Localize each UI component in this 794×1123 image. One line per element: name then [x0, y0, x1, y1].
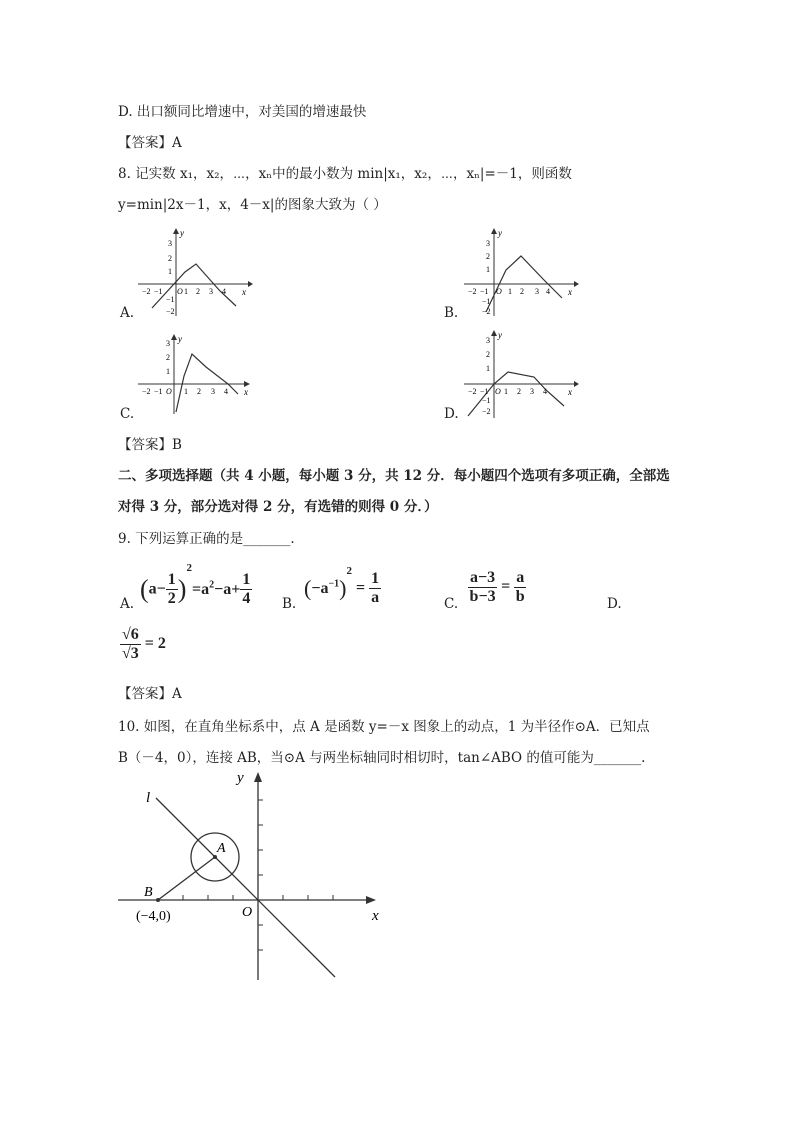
svg-text:y: y	[498, 330, 502, 340]
svg-text:l: l	[146, 790, 151, 806]
svg-text:2: 2	[196, 287, 200, 296]
svg-text:1: 1	[486, 364, 490, 373]
svg-text:O: O	[177, 287, 183, 296]
section-heading-line1: 二、多项选择题（共 4 小题，每小题 3 分，共 12 分．每小题四个选项有多项正确，全部选	[118, 468, 670, 484]
svg-text:4: 4	[222, 287, 226, 296]
svg-text:1: 1	[486, 265, 490, 274]
svg-text:3: 3	[211, 387, 215, 396]
svg-text:−2: −2	[166, 307, 175, 316]
q10-stem-line2: B（－4，0），连接 AB，当⊙A 与两坐标轴同时相切时，tan∠ABO 的值可能为_______.	[118, 750, 646, 766]
svg-text:x: x	[568, 387, 572, 397]
q9-option-c-label: C.	[444, 596, 459, 612]
coordinate-figure	[118, 770, 398, 985]
svg-text:A: A	[217, 841, 226, 856]
q8-answer: 【答案】B	[118, 437, 182, 453]
svg-text:2: 2	[486, 252, 490, 261]
svg-text:3: 3	[486, 336, 490, 345]
svg-text:−2: −2	[482, 307, 491, 316]
svg-text:O: O	[242, 905, 253, 920]
svg-text:3: 3	[166, 339, 170, 348]
svg-text:−1: −1	[482, 396, 491, 405]
svg-text:4: 4	[543, 387, 547, 396]
svg-text:1: 1	[504, 387, 508, 396]
q9-option-a-label: A.	[120, 596, 135, 612]
graph-a	[138, 228, 253, 318]
svg-text:y: y	[180, 228, 184, 238]
q7-answer: 【答案】A	[118, 135, 182, 151]
q8-option-c-label: C.	[120, 406, 135, 422]
svg-text:4: 4	[546, 287, 550, 296]
svg-text:1: 1	[166, 367, 170, 376]
svg-text:−2: −2	[142, 287, 151, 296]
svg-text:2: 2	[197, 387, 201, 396]
svg-text:1: 1	[184, 287, 188, 296]
svg-text:x: x	[568, 287, 572, 297]
q9-option-b-label: B.	[282, 596, 297, 612]
q9-option-a-formula: (a− $\frac{1}{2}$ )$^2=a^2-a+$ $\frac{1}{4}$	[140, 562, 251, 607]
svg-text:−1: −1	[480, 287, 489, 296]
svg-text:1: 1	[184, 387, 188, 396]
svg-text:−1: −1	[154, 287, 163, 296]
graph-d	[464, 330, 579, 422]
svg-text:2: 2	[166, 353, 170, 362]
q8-stem-line1: 8. 记实数 x₁，x₂，⋯，xₙ中的最小数为 min|x₁，x₂，⋯，xₙ|=－1，则函数	[118, 166, 572, 182]
q9-answer: 【答案】A	[118, 686, 182, 702]
q7-option-d: D. 出口额同比增速中，对美国的增速最快	[118, 104, 367, 120]
svg-text:y: y	[498, 228, 502, 238]
q9-option-b-formula: $(-a^{-1})^2$ = $\frac{1}{a}$	[304, 565, 380, 606]
svg-text:−2: −2	[482, 407, 491, 416]
q8-stem-line2: y=min|2x－1，x，4－x|的图象大致为（ ）	[118, 197, 387, 213]
q9-stem: 9. 下列运算正确的是_______.	[118, 531, 295, 547]
svg-text:3: 3	[535, 287, 539, 296]
section-heading-line2: 对得 3 分，部分选对得 2 分，有选错的则得 0 分．）	[118, 499, 438, 515]
svg-text:y: y	[178, 334, 182, 344]
svg-text:(−4,0): (−4,0)	[136, 909, 171, 924]
svg-text:3: 3	[209, 287, 213, 296]
svg-text:1: 1	[168, 267, 172, 276]
svg-text:−1: −1	[480, 387, 489, 396]
svg-text:2: 2	[517, 387, 521, 396]
svg-text:4: 4	[224, 387, 228, 396]
q9-option-d-formula: $\frac{√6}{√3}$ = 2	[122, 626, 166, 662]
svg-text:x: x	[372, 908, 379, 924]
svg-text:2: 2	[168, 254, 172, 263]
svg-text:O: O	[495, 387, 501, 396]
svg-text:−2: −2	[468, 387, 477, 396]
svg-text:x: x	[242, 287, 246, 297]
svg-text:O: O	[166, 387, 172, 396]
q9-option-c-formula: $\frac{a-3}{b-3}$ = $\frac{a}{b}$	[469, 569, 525, 605]
svg-text:3: 3	[486, 239, 490, 248]
q9-option-d-label: D.	[607, 596, 622, 612]
svg-text:−1: −1	[166, 295, 175, 304]
svg-text:3: 3	[168, 239, 172, 248]
q8-option-b-label: B.	[444, 305, 459, 321]
svg-text:3: 3	[530, 387, 534, 396]
graph-b	[464, 228, 579, 318]
svg-text:−1: −1	[154, 387, 163, 396]
svg-text:1: 1	[508, 287, 512, 296]
svg-text:y: y	[237, 770, 244, 786]
svg-text:−1: −1	[482, 297, 491, 306]
svg-text:B: B	[144, 885, 153, 900]
svg-text:2: 2	[520, 287, 524, 296]
q8-option-d-label: D.	[444, 406, 459, 422]
svg-text:2: 2	[486, 350, 490, 359]
graph-c	[138, 334, 253, 416]
svg-text:−2: −2	[142, 387, 151, 396]
q10-stem-line1: 10. 如图，在直角坐标系中，点 A 是函数 y=－x 图象上的动点，1 为半径作⊙A．已知点	[118, 719, 650, 735]
svg-text:−2: −2	[468, 287, 477, 296]
svg-text:O: O	[496, 287, 502, 296]
q8-option-a-label: A.	[120, 305, 135, 321]
svg-text:x: x	[244, 387, 248, 397]
